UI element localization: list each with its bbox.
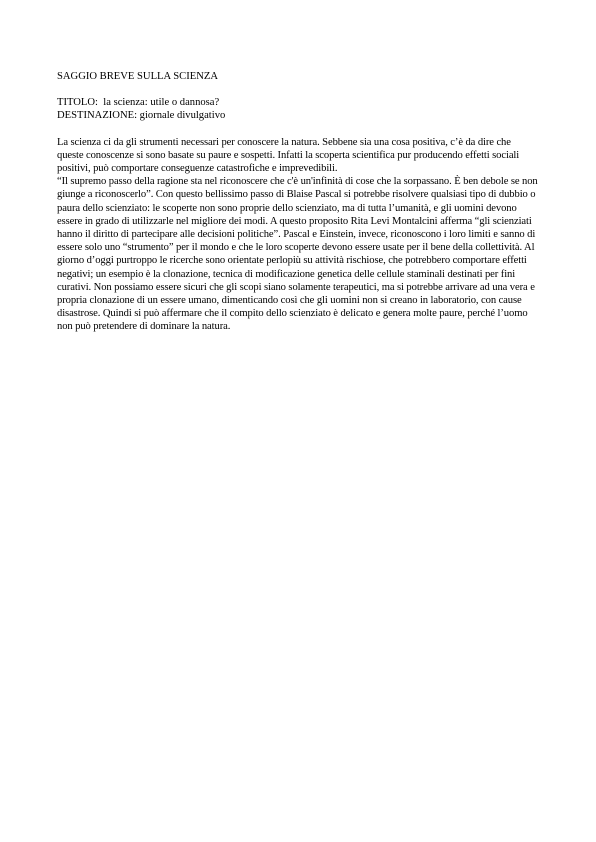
document-meta xyxy=(57,96,539,122)
destinazione-line: DESTINAZIONE: giornale divulgativo xyxy=(57,110,226,122)
titolo-line: TITOLO: la scienza: utile o dannosa? xyxy=(57,97,220,109)
document-heading: SAGGIO BREVE SULLA SCIENZA xyxy=(57,71,218,82)
essay-body: La scienza ci da gli strumenti necessari per conoscere la natura. Sebbene sia una cosa positiva, c’è da dire che queste conoscenze si sono basate su paure e sospetti. Infatti la scoperta scientifica pur producendo effetti sociali positivi, può comportare conseguenze catastrofiche e imprevedibili. “Il supremo passo della ragione sta nel riconoscere che c'è un'infinità di cose che la sorpassano. È ben debole se non giunge a riconoscerlo”. Con questo bellissimo passo di Blaise Pascal si potrebbe risolvere qualsiasi tipo di dubbio o paura dello scienziato: le scoperte non sono proprie dello scienziato, ma di tutta l’umanità, e gli uomini devono essere in grado di utilizzarle nel migliore dei modi. A questo proposito Rita Levi Montalcini afferma “gli scienziati hanno il diritto di partecipare alle decisioni politiche”. Pascal e Einstein, invece, riconoscono i loro limiti e sanno di essere solo uno “strumento” per il mondo e che le loro scoperte devono essere usate per il bene della collettività. Al giorno d’oggi purtroppo le ricerche sono orientate perlopiù su attività rischiose, che potrebbero comportare effetti negativi; un esempio è la clonazione, tecnica di modificazione genetica delle cellule staminali destinati per fini curativi. Non possiamo essere sicuri che gli scopi siano solamente terapeutici, ma si potrebbe arrivare ad una vera e propria clonazione di un essere umano, dimenticando così che gli uomini non si creano in laboratorio, con cause disastrose. Quindi si può affermare che il compito dello scienziato è delicato e genera molte paure, perché l’uomo non può pretendere di dominare la natura. xyxy=(57,136,538,333)
document-content xyxy=(57,70,539,334)
